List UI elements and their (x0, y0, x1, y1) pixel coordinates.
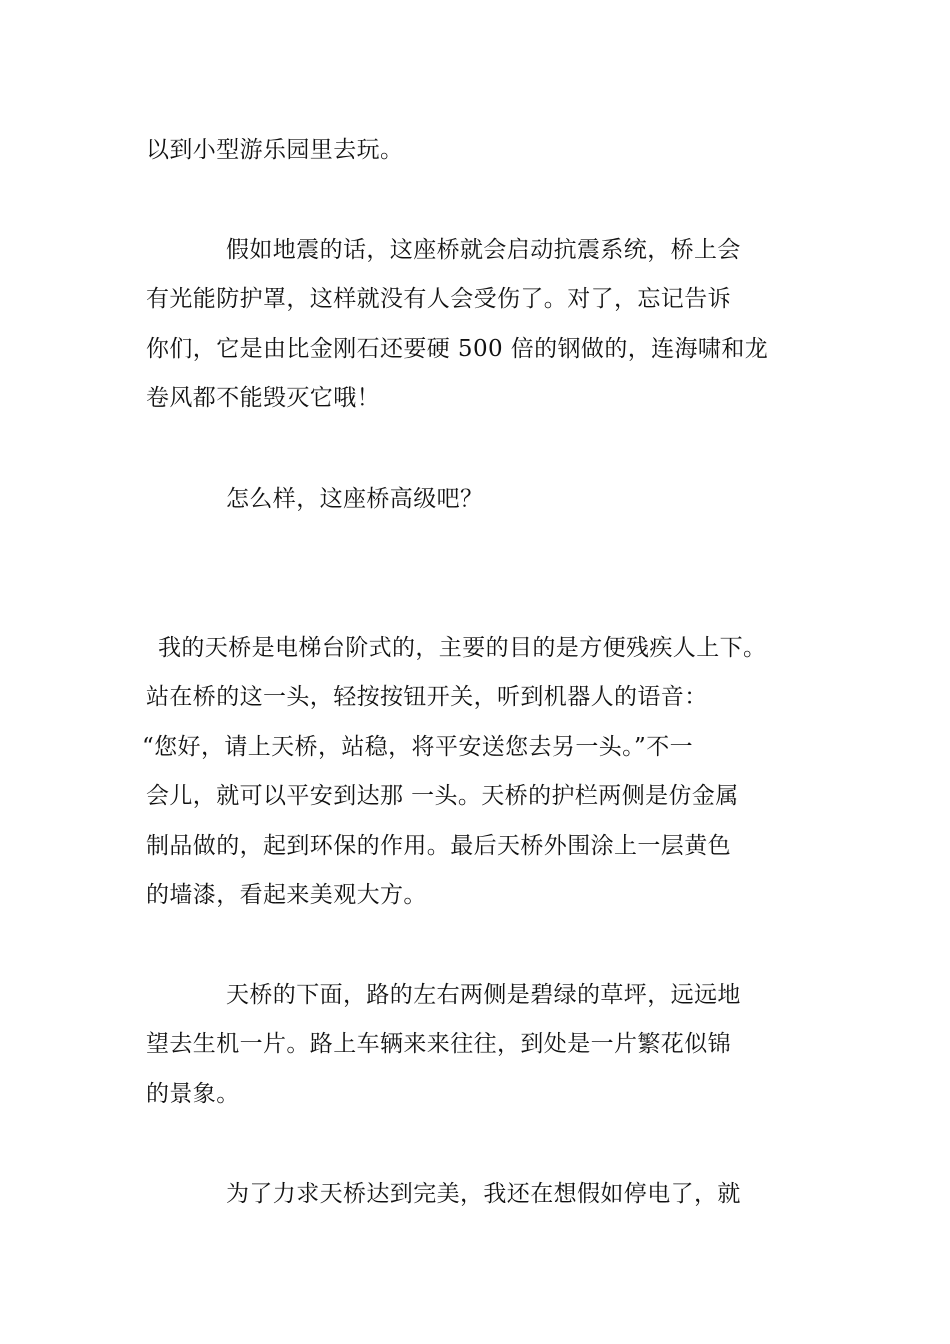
text-line: 为了力求天桥达到完美，我还在想假如停电了，就 (226, 1181, 741, 1207)
text-line: 以到小型游乐园里去玩。 (146, 137, 404, 163)
text-line: 卷风都不能毁灭它哦！ (146, 385, 380, 411)
text-line: 假如地震的话，这座桥就会启动抗震系统，桥上会 (226, 237, 741, 263)
text-line: 会儿，就可以平安到达那 一头。天桥的护栏两侧是仿金属 (146, 783, 739, 809)
text-line: 你们，它是由比金刚石还要硬 500 倍的钢做的，连海啸和龙 (146, 336, 769, 362)
text-line: 我的天桥是电梯台阶式的，主要的目的是方便残疾人上下。 (158, 635, 767, 661)
text-line: 的景象。 (146, 1081, 240, 1107)
text-line: 天桥的下面，路的左右两侧是碧绿的草坪，远远地 (226, 982, 741, 1008)
text-line: 有光能防护罩，这样就没有人会受伤了。对了，忘记告诉 (146, 286, 731, 312)
text-line: 怎么样，这座桥高级吧？ (226, 486, 484, 512)
text-line: “您好，请上天桥，站稳，将平安送您去另一头。”不一 (142, 734, 694, 760)
text-line: 制品做的，起到环保的作用。最后天桥外围涂上一层黄色 (146, 833, 731, 859)
text-line: 站在桥的这一头，轻按按钮开关，听到机器人的语音： (146, 684, 708, 710)
text-line: 的墙漆，看起来美观大方。 (146, 882, 427, 908)
text-line: 望去生机一片。路上车辆来来往往，到处是一片繁花似锦 (146, 1031, 731, 1057)
